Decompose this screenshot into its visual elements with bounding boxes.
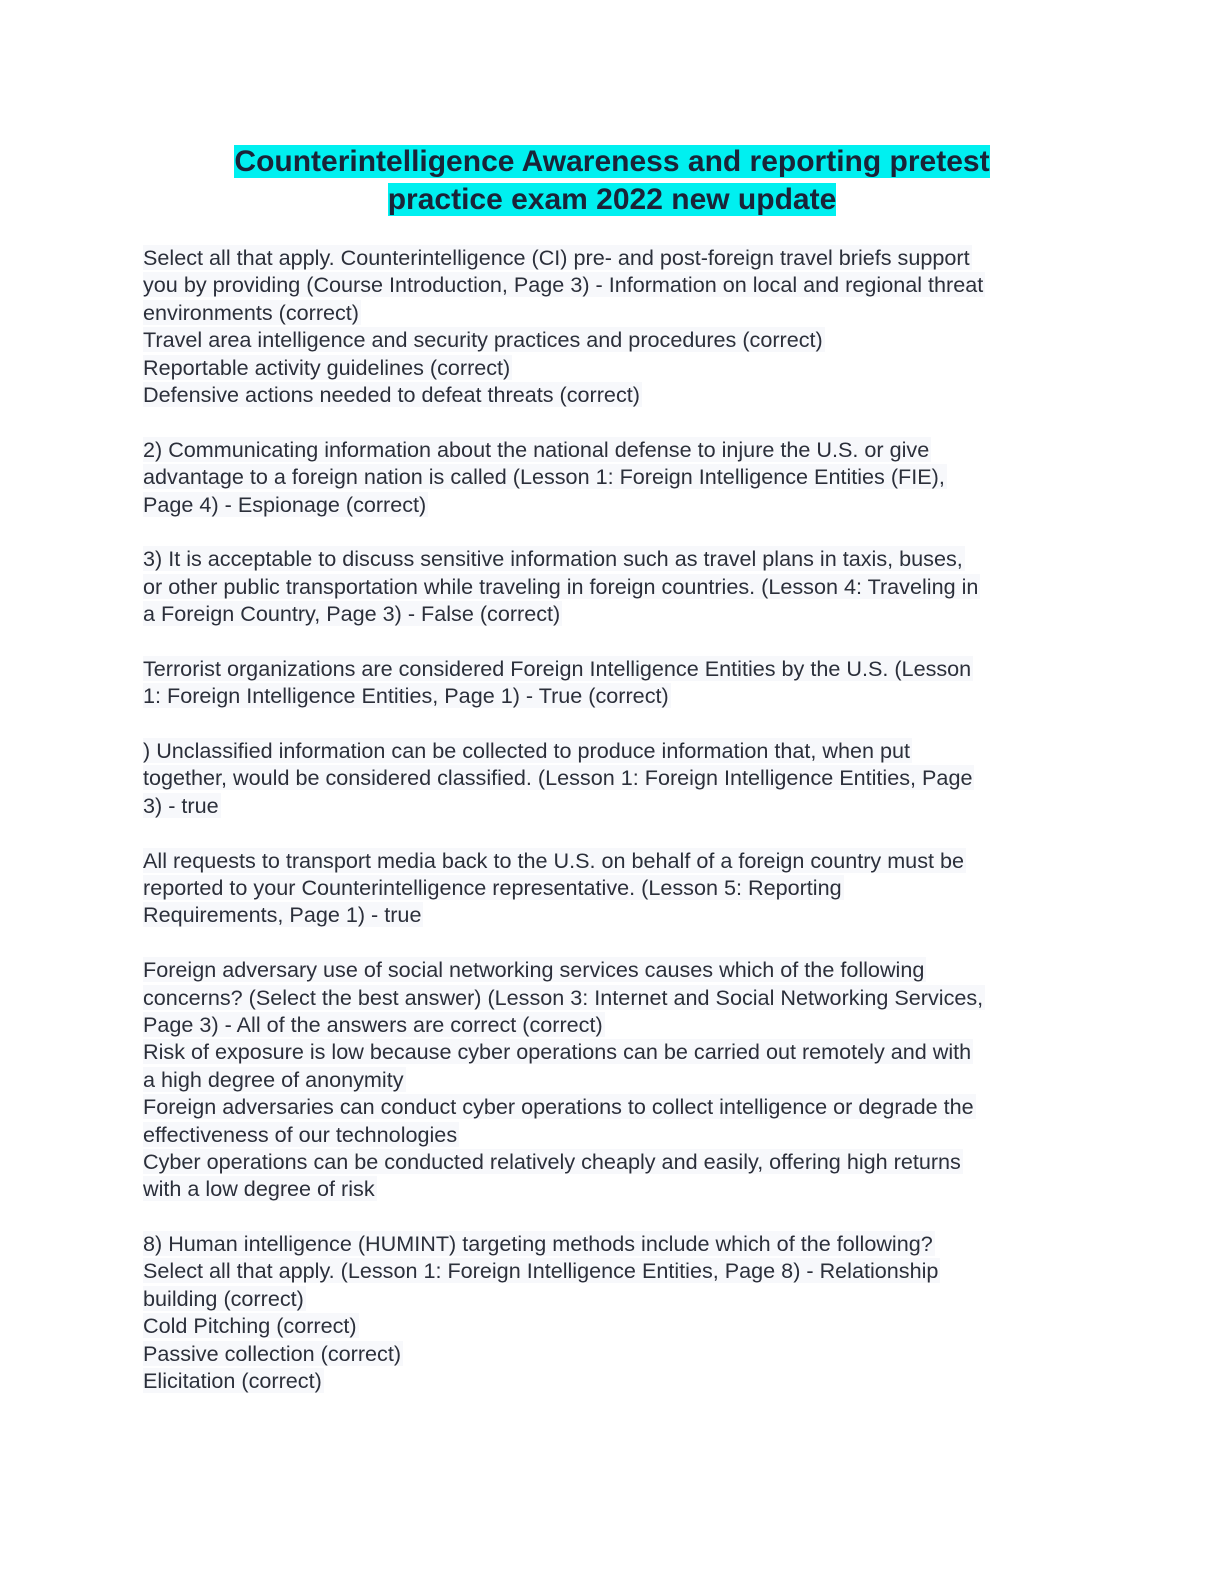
- text-line: [143, 354, 1083, 381]
- question-block: [143, 847, 1083, 929]
- text-line: [143, 545, 1083, 572]
- text-line-content: environments (correct): [143, 299, 360, 325]
- text-line: [143, 1038, 1083, 1065]
- text-line: [143, 682, 1083, 709]
- text-line: [143, 573, 1083, 600]
- text-line-content: Page 3) - All of the answers are correct (correct): [143, 1011, 603, 1037]
- text-line-content: concerns? (Select the best answer) (Lesson 3: Internet and Social Networking Services,: [143, 984, 984, 1010]
- text-line: [143, 271, 1083, 298]
- text-line-content: or other public transportation while traveling in foreign countries. (Lesson 4: Traveling in: [143, 573, 979, 599]
- text-line: [143, 436, 1083, 463]
- text-line: [143, 600, 1083, 627]
- text-line: [143, 737, 1083, 764]
- text-line-content: Foreign adversary use of social networking services causes which of the following: [143, 957, 925, 983]
- text-line-content: 3) It is acceptable to discuss sensitive information such as travel plans in taxis, buses,: [143, 546, 963, 572]
- text-line-content: with a low degree of risk: [143, 1176, 375, 1202]
- text-line-content: Travel area intelligence and security practices and procedures (correct): [143, 327, 823, 353]
- question-block: [143, 436, 1083, 518]
- text-line: [143, 1230, 1083, 1257]
- question-block: [143, 737, 1083, 819]
- document-body: [143, 244, 1083, 1394]
- text-line-content: effectiveness of our technologies: [143, 1121, 458, 1147]
- text-line-content: together, would be considered classified. (Lesson 1: Foreign Intelligence Entities, Page: [143, 765, 973, 791]
- paragraph-gap: [143, 1203, 1083, 1230]
- text-line-content: Reportable activity guidelines (correct): [143, 354, 511, 380]
- text-line-content: Defensive actions needed to defeat threats (correct): [143, 381, 640, 407]
- text-line-content: Elicitation (correct): [143, 1368, 322, 1394]
- paragraph-gap: [143, 819, 1083, 846]
- text-line: [143, 299, 1083, 326]
- text-line: [143, 984, 1083, 1011]
- text-line: [143, 1066, 1083, 1093]
- paragraph-gap: [143, 518, 1083, 545]
- text-line: [143, 1011, 1083, 1038]
- text-line: [143, 491, 1083, 518]
- text-line-content: 2) Communicating information about the national defense to injure the U.S. or give: [143, 436, 930, 462]
- text-line: [143, 901, 1083, 928]
- text-line: [143, 244, 1083, 271]
- text-line: [143, 1312, 1083, 1339]
- text-line-content: reported to your Counterintelligence representative. (Lesson 5: Reporting: [143, 874, 842, 900]
- text-line-content: Page 4) - Espionage (correct): [143, 491, 427, 517]
- text-line: [143, 792, 1083, 819]
- text-line-content: building (correct): [143, 1285, 304, 1311]
- text-line-content: ) Unclassified information can be collected to produce information that, when put: [143, 738, 910, 764]
- text-line: [143, 1340, 1083, 1367]
- question-block: [143, 956, 1083, 1203]
- text-line-content: Select all that apply. (Lesson 1: Foreign Intelligence Entities, Page 8) - Relationship: [143, 1258, 939, 1284]
- text-line-content: Cold Pitching (correct): [143, 1313, 357, 1339]
- text-line: [143, 1093, 1083, 1120]
- text-line-content: Select all that apply. Counterintelligence (CI) pre- and post-foreign travel briefs support: [143, 245, 970, 270]
- text-line-content: Risk of exposure is low because cyber operations can be carried out remotely and with: [143, 1039, 972, 1065]
- document-title-line-1: Counterintelligence Awareness and reporting pretest: [234, 145, 990, 178]
- text-line-content: Terrorist organizations are considered Foreign Intelligence Entities by the U.S. (Lesson: [143, 655, 972, 681]
- text-line: [143, 463, 1083, 490]
- text-line: [143, 1257, 1083, 1284]
- text-line-content: 8) Human intelligence (HUMINT) targeting methods include which of the following?: [143, 1231, 933, 1257]
- paragraph-gap: [143, 929, 1083, 956]
- text-line: [143, 381, 1083, 408]
- text-line-content: a high degree of anonymity: [143, 1066, 404, 1092]
- text-line: [143, 1148, 1083, 1175]
- document-title-line-2: practice exam 2022 new update: [387, 183, 837, 216]
- text-line-content: Requirements, Page 1) - true: [143, 902, 422, 928]
- text-line: [143, 1175, 1083, 1202]
- text-line: [143, 847, 1083, 874]
- text-line-content: All requests to transport media back to the U.S. on behalf of a foreign country must be: [143, 847, 965, 873]
- text-line: [143, 655, 1083, 682]
- text-line: [143, 956, 1083, 983]
- text-line-content: Passive collection (correct): [143, 1340, 402, 1366]
- paragraph-gap: [143, 627, 1083, 654]
- text-line: [143, 1121, 1083, 1148]
- document-title: [0, 143, 1224, 219]
- text-line-content: Cyber operations can be conducted relatively cheaply and easily, offering high returns: [143, 1148, 961, 1174]
- question-block: [143, 545, 1083, 627]
- text-line-content: Foreign adversaries can conduct cyber operations to collect intelligence or degrade the: [143, 1094, 974, 1120]
- text-line-content: a Foreign Country, Page 3) - False (correct): [143, 601, 561, 627]
- text-line: [143, 764, 1083, 791]
- question-block: [143, 1230, 1083, 1394]
- question-block: [143, 244, 1083, 408]
- text-line: [143, 874, 1083, 901]
- paragraph-gap: [143, 408, 1083, 435]
- text-line-content: advantage to a foreign nation is called (Lesson 1: Foreign Intelligence Entities (FIE),: [143, 464, 945, 490]
- paragraph-gap: [143, 710, 1083, 737]
- text-line-content: you by providing (Course Introduction, Page 3) - Information on local and regional threat: [143, 272, 984, 298]
- text-line: [143, 326, 1083, 353]
- text-line-content: 1: Foreign Intelligence Entities, Page 1) - True (correct): [143, 683, 669, 709]
- text-line: [143, 1285, 1083, 1312]
- text-line-content: 3) - true: [143, 792, 219, 818]
- text-line: [143, 1367, 1083, 1394]
- question-block: [143, 655, 1083, 710]
